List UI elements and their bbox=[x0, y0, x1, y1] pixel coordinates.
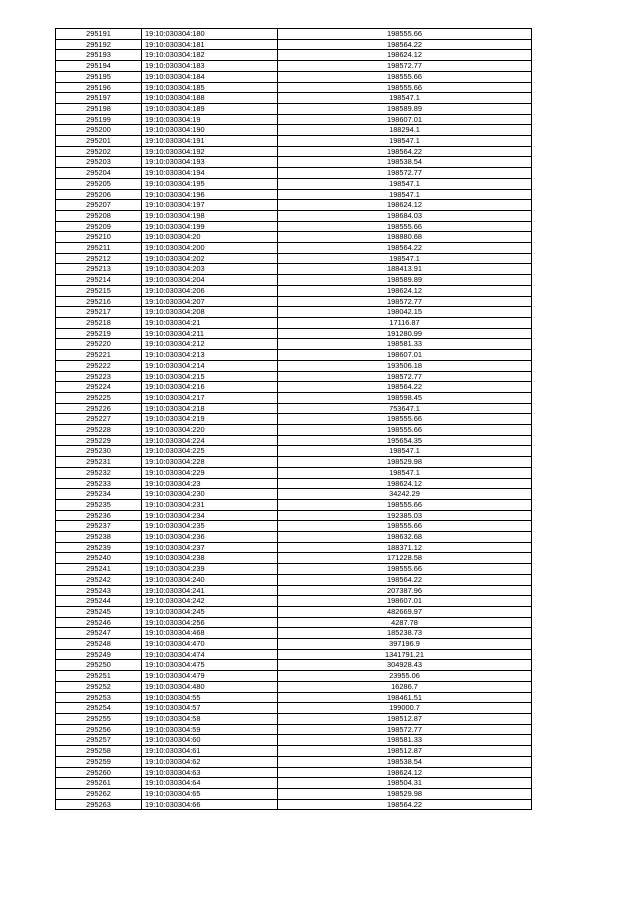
row-number-cell: 295205 bbox=[56, 178, 142, 189]
value-cell: 16286.7 bbox=[278, 681, 532, 692]
row-number-cell: 295201 bbox=[56, 136, 142, 147]
cadastral-number-cell: 19:10:030304:217 bbox=[142, 392, 278, 403]
cadastral-number-cell: 19:10:030304:182 bbox=[142, 50, 278, 61]
table-row bbox=[56, 446, 532, 457]
row-number-cell: 295243 bbox=[56, 585, 142, 596]
row-number-cell: 295197 bbox=[56, 93, 142, 104]
value-cell: 198547.1 bbox=[278, 467, 532, 478]
table-row bbox=[56, 767, 532, 778]
cadastral-number-cell: 19:10:030304:58 bbox=[142, 714, 278, 725]
table-row bbox=[56, 82, 532, 93]
value-cell: 198538.54 bbox=[278, 157, 532, 168]
table-row bbox=[56, 532, 532, 543]
value-cell: 17116.87 bbox=[278, 317, 532, 328]
value-cell: 185238.73 bbox=[278, 628, 532, 639]
table-row bbox=[56, 114, 532, 125]
row-number-cell: 295194 bbox=[56, 61, 142, 72]
table-row bbox=[56, 39, 532, 50]
cadastral-number-cell: 19:10:030304:19 bbox=[142, 114, 278, 125]
table-row bbox=[56, 585, 532, 596]
cadastral-number-cell: 19:10:030304:470 bbox=[142, 639, 278, 650]
row-number-cell: 295215 bbox=[56, 285, 142, 296]
table-row bbox=[56, 103, 532, 114]
cadastral-value-table bbox=[55, 28, 532, 810]
row-number-cell: 295261 bbox=[56, 778, 142, 789]
row-number-cell: 295229 bbox=[56, 435, 142, 446]
value-cell: 188371.12 bbox=[278, 542, 532, 553]
row-number-cell: 295263 bbox=[56, 799, 142, 810]
row-number-cell: 295234 bbox=[56, 489, 142, 500]
table-row bbox=[56, 649, 532, 660]
table-row bbox=[56, 392, 532, 403]
value-cell: 171228.58 bbox=[278, 553, 532, 564]
table-row bbox=[56, 414, 532, 425]
row-number-cell: 295227 bbox=[56, 414, 142, 425]
row-number-cell: 295192 bbox=[56, 39, 142, 50]
cadastral-number-cell: 19:10:030304:202 bbox=[142, 253, 278, 264]
cadastral-number-cell: 19:10:030304:20 bbox=[142, 232, 278, 243]
value-cell: 198880.68 bbox=[278, 232, 532, 243]
cadastral-number-cell: 19:10:030304:213 bbox=[142, 350, 278, 361]
table-row bbox=[56, 93, 532, 104]
value-cell: 198564.22 bbox=[278, 39, 532, 50]
row-number-cell: 295236 bbox=[56, 510, 142, 521]
table-row bbox=[56, 328, 532, 339]
table-row bbox=[56, 799, 532, 810]
value-cell: 198555.66 bbox=[278, 29, 532, 40]
table-row bbox=[56, 628, 532, 639]
table-row bbox=[56, 275, 532, 286]
row-number-cell: 295222 bbox=[56, 360, 142, 371]
cadastral-number-cell: 19:10:030304:61 bbox=[142, 746, 278, 757]
row-number-cell: 295258 bbox=[56, 746, 142, 757]
value-cell: 188294.1 bbox=[278, 125, 532, 136]
table-row bbox=[56, 703, 532, 714]
table-row bbox=[56, 639, 532, 650]
table-row bbox=[56, 489, 532, 500]
value-cell: 198572.77 bbox=[278, 168, 532, 179]
value-cell: 198512.87 bbox=[278, 714, 532, 725]
cadastral-number-cell: 19:10:030304:200 bbox=[142, 243, 278, 254]
table-row bbox=[56, 574, 532, 585]
value-cell: 198589.89 bbox=[278, 103, 532, 114]
row-number-cell: 295242 bbox=[56, 574, 142, 585]
value-cell: 198529.98 bbox=[278, 788, 532, 799]
row-number-cell: 295200 bbox=[56, 125, 142, 136]
cadastral-number-cell: 19:10:030304:235 bbox=[142, 521, 278, 532]
value-cell: 198624.12 bbox=[278, 478, 532, 489]
value-cell: 198555.66 bbox=[278, 425, 532, 436]
value-cell: 198564.22 bbox=[278, 382, 532, 393]
cadastral-number-cell: 19:10:030304:204 bbox=[142, 275, 278, 286]
cadastral-number-cell: 19:10:030304:203 bbox=[142, 264, 278, 275]
row-number-cell: 295208 bbox=[56, 210, 142, 221]
value-cell: 207387.96 bbox=[278, 585, 532, 596]
table-row bbox=[56, 232, 532, 243]
table-row bbox=[56, 200, 532, 211]
table-row bbox=[56, 617, 532, 628]
row-number-cell: 295259 bbox=[56, 756, 142, 767]
cadastral-number-cell: 19:10:030304:23 bbox=[142, 478, 278, 489]
row-number-cell: 295241 bbox=[56, 564, 142, 575]
value-cell: 198555.66 bbox=[278, 82, 532, 93]
table-row bbox=[56, 210, 532, 221]
row-number-cell: 295213 bbox=[56, 264, 142, 275]
table-row bbox=[56, 221, 532, 232]
row-number-cell: 295253 bbox=[56, 692, 142, 703]
cadastral-number-cell: 19:10:030304:60 bbox=[142, 735, 278, 746]
cadastral-number-cell: 19:10:030304:241 bbox=[142, 585, 278, 596]
row-number-cell: 295260 bbox=[56, 767, 142, 778]
cadastral-number-cell: 19:10:030304:479 bbox=[142, 671, 278, 682]
value-cell: 198572.77 bbox=[278, 296, 532, 307]
value-cell: 198555.66 bbox=[278, 71, 532, 82]
cadastral-number-cell: 19:10:030304:480 bbox=[142, 681, 278, 692]
table-row bbox=[56, 499, 532, 510]
cadastral-number-cell: 19:10:030304:198 bbox=[142, 210, 278, 221]
cadastral-number-cell: 19:10:030304:64 bbox=[142, 778, 278, 789]
row-number-cell: 295212 bbox=[56, 253, 142, 264]
value-cell: 753647.1 bbox=[278, 403, 532, 414]
row-number-cell: 295196 bbox=[56, 82, 142, 93]
table-row bbox=[56, 317, 532, 328]
row-number-cell: 295218 bbox=[56, 317, 142, 328]
row-number-cell: 295251 bbox=[56, 671, 142, 682]
value-cell: 198547.1 bbox=[278, 253, 532, 264]
table-row bbox=[56, 778, 532, 789]
value-cell: 188413.91 bbox=[278, 264, 532, 275]
cadastral-number-cell: 19:10:030304:191 bbox=[142, 136, 278, 147]
table-row bbox=[56, 264, 532, 275]
table-row bbox=[56, 253, 532, 264]
cadastral-number-cell: 19:10:030304:59 bbox=[142, 724, 278, 735]
cadastral-number-cell: 19:10:030304:220 bbox=[142, 425, 278, 436]
table-row bbox=[56, 478, 532, 489]
row-number-cell: 295237 bbox=[56, 521, 142, 532]
value-cell: 198547.1 bbox=[278, 93, 532, 104]
row-number-cell: 295232 bbox=[56, 467, 142, 478]
table-row bbox=[56, 382, 532, 393]
row-number-cell: 295247 bbox=[56, 628, 142, 639]
cadastral-number-cell: 19:10:030304:183 bbox=[142, 61, 278, 72]
value-cell: 198581.33 bbox=[278, 735, 532, 746]
row-number-cell: 295224 bbox=[56, 382, 142, 393]
row-number-cell: 295255 bbox=[56, 714, 142, 725]
table-row bbox=[56, 425, 532, 436]
value-cell: 34242.29 bbox=[278, 489, 532, 500]
table-row bbox=[56, 542, 532, 553]
table-row bbox=[56, 29, 532, 40]
value-cell: 198564.22 bbox=[278, 146, 532, 157]
row-number-cell: 295221 bbox=[56, 350, 142, 361]
value-cell: 1341791.21 bbox=[278, 649, 532, 660]
table-row bbox=[56, 660, 532, 671]
value-cell: 198564.22 bbox=[278, 799, 532, 810]
value-cell: 198581.33 bbox=[278, 339, 532, 350]
cadastral-number-cell: 19:10:030304:474 bbox=[142, 649, 278, 660]
row-number-cell: 295249 bbox=[56, 649, 142, 660]
table-row bbox=[56, 553, 532, 564]
table-row bbox=[56, 435, 532, 446]
row-number-cell: 295256 bbox=[56, 724, 142, 735]
value-cell: 23955.06 bbox=[278, 671, 532, 682]
value-cell: 198607.01 bbox=[278, 596, 532, 607]
row-number-cell: 295257 bbox=[56, 735, 142, 746]
value-cell: 198461.51 bbox=[278, 692, 532, 703]
row-number-cell: 295204 bbox=[56, 168, 142, 179]
cadastral-number-cell: 19:10:030304:240 bbox=[142, 574, 278, 585]
value-cell: 198572.77 bbox=[278, 61, 532, 72]
row-number-cell: 295244 bbox=[56, 596, 142, 607]
table-row bbox=[56, 714, 532, 725]
cadastral-number-cell: 19:10:030304:230 bbox=[142, 489, 278, 500]
cadastral-number-cell: 19:10:030304:245 bbox=[142, 606, 278, 617]
row-number-cell: 295250 bbox=[56, 660, 142, 671]
value-cell: 198538.54 bbox=[278, 756, 532, 767]
table-row bbox=[56, 50, 532, 61]
table-row bbox=[56, 510, 532, 521]
row-number-cell: 295230 bbox=[56, 446, 142, 457]
value-cell: 198555.66 bbox=[278, 221, 532, 232]
cadastral-number-cell: 19:10:030304:66 bbox=[142, 799, 278, 810]
value-cell: 198624.12 bbox=[278, 50, 532, 61]
cadastral-number-cell: 19:10:030304:238 bbox=[142, 553, 278, 564]
row-number-cell: 295206 bbox=[56, 189, 142, 200]
cadastral-number-cell: 19:10:030304:62 bbox=[142, 756, 278, 767]
value-cell: 482669.97 bbox=[278, 606, 532, 617]
cadastral-number-cell: 19:10:030304:180 bbox=[142, 29, 278, 40]
value-cell: 198564.22 bbox=[278, 574, 532, 585]
table-row bbox=[56, 735, 532, 746]
table-row bbox=[56, 756, 532, 767]
value-cell: 198529.98 bbox=[278, 457, 532, 468]
cadastral-number-cell: 19:10:030304:190 bbox=[142, 125, 278, 136]
cadastral-number-cell: 19:10:030304:256 bbox=[142, 617, 278, 628]
value-cell: 198607.01 bbox=[278, 114, 532, 125]
cadastral-number-cell: 19:10:030304:181 bbox=[142, 39, 278, 50]
cadastral-number-cell: 19:10:030304:224 bbox=[142, 435, 278, 446]
cadastral-number-cell: 19:10:030304:63 bbox=[142, 767, 278, 778]
table-row bbox=[56, 157, 532, 168]
table-row bbox=[56, 146, 532, 157]
table-row bbox=[56, 307, 532, 318]
table-row bbox=[56, 339, 532, 350]
row-number-cell: 295239 bbox=[56, 542, 142, 553]
row-number-cell: 295220 bbox=[56, 339, 142, 350]
table-row bbox=[56, 596, 532, 607]
table-row bbox=[56, 403, 532, 414]
table-row bbox=[56, 606, 532, 617]
row-number-cell: 295216 bbox=[56, 296, 142, 307]
value-cell: 192385.03 bbox=[278, 510, 532, 521]
cadastral-number-cell: 19:10:030304:475 bbox=[142, 660, 278, 671]
cadastral-number-cell: 19:10:030304:189 bbox=[142, 103, 278, 114]
value-cell: 198547.1 bbox=[278, 446, 532, 457]
cadastral-number-cell: 19:10:030304:194 bbox=[142, 168, 278, 179]
value-cell: 198572.77 bbox=[278, 371, 532, 382]
row-number-cell: 295191 bbox=[56, 29, 142, 40]
cadastral-number-cell: 19:10:030304:216 bbox=[142, 382, 278, 393]
table-row bbox=[56, 788, 532, 799]
value-cell: 198684.03 bbox=[278, 210, 532, 221]
table-row bbox=[56, 350, 532, 361]
cadastral-number-cell: 19:10:030304:212 bbox=[142, 339, 278, 350]
cadastral-number-cell: 19:10:030304:468 bbox=[142, 628, 278, 639]
cadastral-number-cell: 19:10:030304:21 bbox=[142, 317, 278, 328]
table-row bbox=[56, 457, 532, 468]
row-number-cell: 295226 bbox=[56, 403, 142, 414]
cadastral-number-cell: 19:10:030304:214 bbox=[142, 360, 278, 371]
table-body bbox=[56, 29, 532, 810]
cadastral-number-cell: 19:10:030304:211 bbox=[142, 328, 278, 339]
row-number-cell: 295202 bbox=[56, 146, 142, 157]
table-row bbox=[56, 285, 532, 296]
table-row bbox=[56, 521, 532, 532]
table-row bbox=[56, 61, 532, 72]
row-number-cell: 295214 bbox=[56, 275, 142, 286]
row-number-cell: 295233 bbox=[56, 478, 142, 489]
row-number-cell: 295231 bbox=[56, 457, 142, 468]
value-cell: 195654.35 bbox=[278, 435, 532, 446]
cadastral-number-cell: 19:10:030304:193 bbox=[142, 157, 278, 168]
cadastral-number-cell: 19:10:030304:239 bbox=[142, 564, 278, 575]
cadastral-number-cell: 19:10:030304:225 bbox=[142, 446, 278, 457]
row-number-cell: 295210 bbox=[56, 232, 142, 243]
row-number-cell: 295211 bbox=[56, 243, 142, 254]
table-row bbox=[56, 746, 532, 757]
cadastral-number-cell: 19:10:030304:234 bbox=[142, 510, 278, 521]
row-number-cell: 295238 bbox=[56, 532, 142, 543]
row-number-cell: 295203 bbox=[56, 157, 142, 168]
value-cell: 198564.22 bbox=[278, 243, 532, 254]
value-cell: 198607.01 bbox=[278, 350, 532, 361]
value-cell: 198547.1 bbox=[278, 189, 532, 200]
cadastral-number-cell: 19:10:030304:65 bbox=[142, 788, 278, 799]
value-cell: 198547.1 bbox=[278, 178, 532, 189]
row-number-cell: 295240 bbox=[56, 553, 142, 564]
row-number-cell: 295198 bbox=[56, 103, 142, 114]
cadastral-number-cell: 19:10:030304:242 bbox=[142, 596, 278, 607]
value-cell: 198632.68 bbox=[278, 532, 532, 543]
value-cell: 198589.89 bbox=[278, 275, 532, 286]
value-cell: 198624.12 bbox=[278, 767, 532, 778]
table-row bbox=[56, 296, 532, 307]
row-number-cell: 295223 bbox=[56, 371, 142, 382]
cadastral-number-cell: 19:10:030304:195 bbox=[142, 178, 278, 189]
row-number-cell: 295193 bbox=[56, 50, 142, 61]
cadastral-number-cell: 19:10:030304:206 bbox=[142, 285, 278, 296]
cadastral-number-cell: 19:10:030304:55 bbox=[142, 692, 278, 703]
cadastral-number-cell: 19:10:030304:228 bbox=[142, 457, 278, 468]
cadastral-number-cell: 19:10:030304:215 bbox=[142, 371, 278, 382]
cadastral-number-cell: 19:10:030304:196 bbox=[142, 189, 278, 200]
cadastral-number-cell: 19:10:030304:237 bbox=[142, 542, 278, 553]
table-row bbox=[56, 168, 532, 179]
cadastral-number-cell: 19:10:030304:192 bbox=[142, 146, 278, 157]
table-row bbox=[56, 189, 532, 200]
value-cell: 191280.99 bbox=[278, 328, 532, 339]
table-row bbox=[56, 136, 532, 147]
row-number-cell: 295195 bbox=[56, 71, 142, 82]
cadastral-number-cell: 19:10:030304:57 bbox=[142, 703, 278, 714]
row-number-cell: 295217 bbox=[56, 307, 142, 318]
row-number-cell: 295207 bbox=[56, 200, 142, 211]
value-cell: 198555.66 bbox=[278, 499, 532, 510]
table-row bbox=[56, 243, 532, 254]
value-cell: 198555.66 bbox=[278, 414, 532, 425]
cadastral-number-cell: 19:10:030304:197 bbox=[142, 200, 278, 211]
value-cell: 198512.87 bbox=[278, 746, 532, 757]
row-number-cell: 295209 bbox=[56, 221, 142, 232]
value-cell: 198572.77 bbox=[278, 724, 532, 735]
value-cell: 198042.15 bbox=[278, 307, 532, 318]
cadastral-number-cell: 19:10:030304:219 bbox=[142, 414, 278, 425]
value-cell: 193506.18 bbox=[278, 360, 532, 371]
cadastral-number-cell: 19:10:030304:188 bbox=[142, 93, 278, 104]
row-number-cell: 295254 bbox=[56, 703, 142, 714]
cadastral-number-cell: 19:10:030304:218 bbox=[142, 403, 278, 414]
row-number-cell: 295219 bbox=[56, 328, 142, 339]
row-number-cell: 295199 bbox=[56, 114, 142, 125]
table-row bbox=[56, 564, 532, 575]
cadastral-number-cell: 19:10:030304:229 bbox=[142, 467, 278, 478]
table-row bbox=[56, 125, 532, 136]
value-cell: 397196.9 bbox=[278, 639, 532, 650]
value-cell: 304928.43 bbox=[278, 660, 532, 671]
row-number-cell: 295235 bbox=[56, 499, 142, 510]
value-cell: 198624.12 bbox=[278, 285, 532, 296]
table-row bbox=[56, 671, 532, 682]
cadastral-number-cell: 19:10:030304:184 bbox=[142, 71, 278, 82]
cadastral-number-cell: 19:10:030304:207 bbox=[142, 296, 278, 307]
row-number-cell: 295262 bbox=[56, 788, 142, 799]
value-cell: 198555.66 bbox=[278, 564, 532, 575]
table-row bbox=[56, 178, 532, 189]
row-number-cell: 295228 bbox=[56, 425, 142, 436]
row-number-cell: 295248 bbox=[56, 639, 142, 650]
value-cell: 198547.1 bbox=[278, 136, 532, 147]
cadastral-number-cell: 19:10:030304:236 bbox=[142, 532, 278, 543]
table-row bbox=[56, 71, 532, 82]
value-cell: 199000.7 bbox=[278, 703, 532, 714]
cadastral-number-cell: 19:10:030304:185 bbox=[142, 82, 278, 93]
row-number-cell: 295225 bbox=[56, 392, 142, 403]
value-cell: 198504.31 bbox=[278, 778, 532, 789]
table-row bbox=[56, 724, 532, 735]
table-row bbox=[56, 371, 532, 382]
row-number-cell: 295245 bbox=[56, 606, 142, 617]
cadastral-number-cell: 19:10:030304:208 bbox=[142, 307, 278, 318]
table-row bbox=[56, 467, 532, 478]
value-cell: 198624.12 bbox=[278, 200, 532, 211]
table-row bbox=[56, 681, 532, 692]
row-number-cell: 295246 bbox=[56, 617, 142, 628]
cadastral-number-cell: 19:10:030304:231 bbox=[142, 499, 278, 510]
row-number-cell: 295252 bbox=[56, 681, 142, 692]
table-row bbox=[56, 360, 532, 371]
value-cell: 4287.78 bbox=[278, 617, 532, 628]
cadastral-number-cell: 19:10:030304:199 bbox=[142, 221, 278, 232]
value-cell: 198555.66 bbox=[278, 521, 532, 532]
table-row bbox=[56, 692, 532, 703]
value-cell: 198598.45 bbox=[278, 392, 532, 403]
